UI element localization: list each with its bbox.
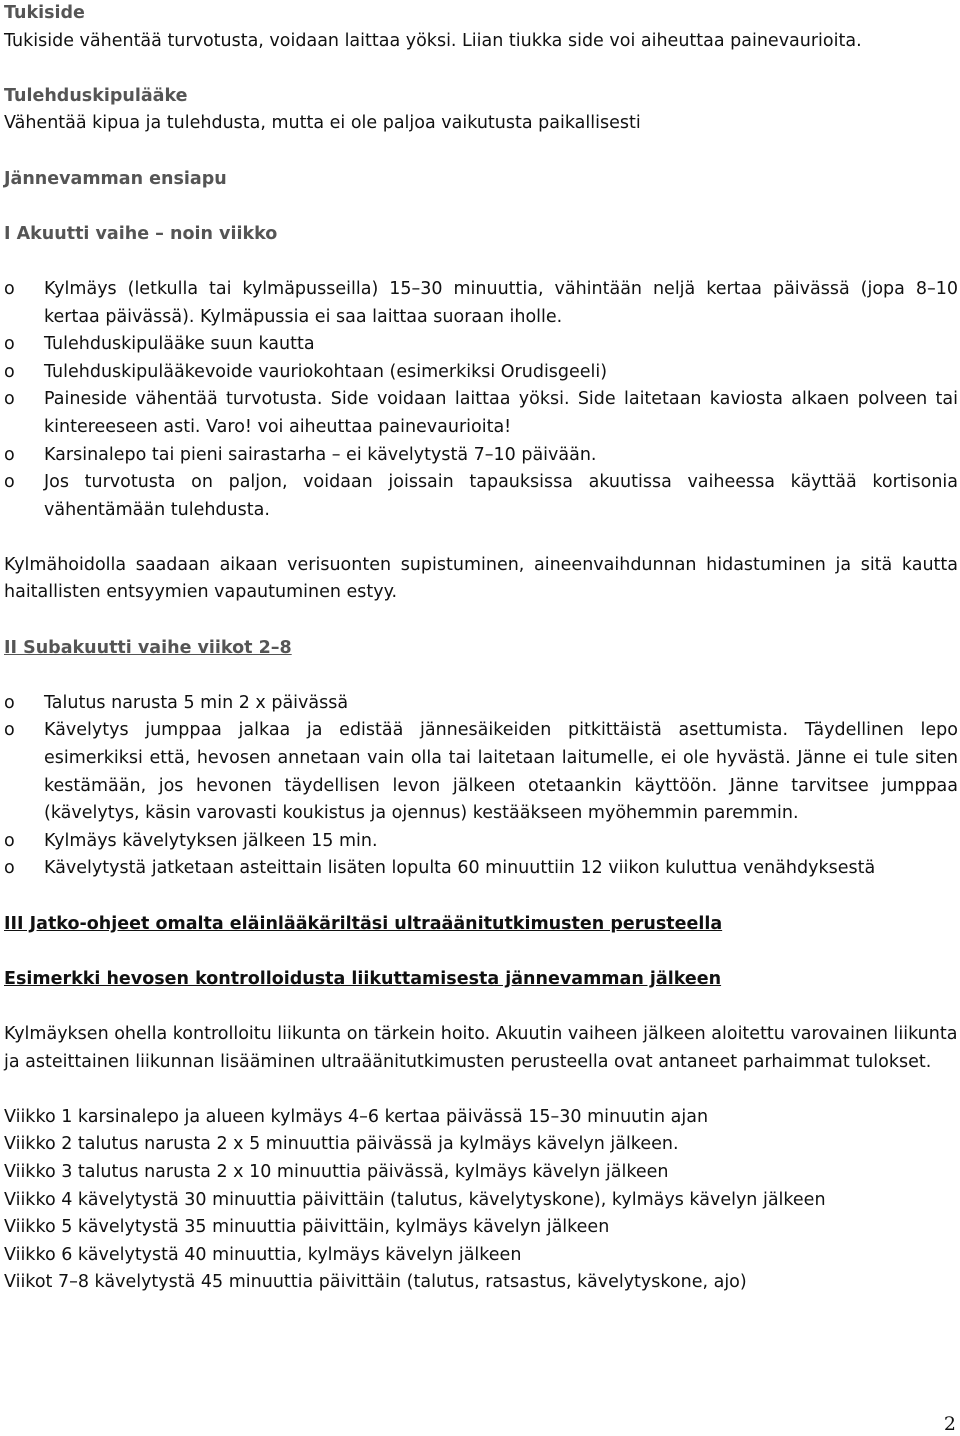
bullet-marker: o xyxy=(4,830,15,851)
bullet-marker: o xyxy=(4,472,15,493)
heading-phase3: III Jatko-ohjeet omalta eläinlääkäriltäsi ultraäänitutkimusten perusteella xyxy=(4,913,723,934)
list-item-text: Tulehduskipulääkevoide vauriokohtaan (esimerkiksi Orudisgeeli) xyxy=(44,361,608,382)
spacer xyxy=(4,993,958,1021)
list-item-text: Talutus narusta 5 min 2 x päivässä xyxy=(44,692,349,713)
list-item xyxy=(4,855,958,883)
schedule-line: Viikot 7–8 kävelytystä 45 minuuttia päivittäin (talutus, ratsastus, kävelytyskone, ajo) xyxy=(4,1272,747,1293)
list-item-text: Kävelytys jumppaa jalkaa ja edistää jännesäikeiden pitkittäistä asettumista. Täydellinen lepo esimerkiksi että, hevosen annetaan vain olla tai laitetaan laitumelle, ei ole hyvästä. Jänne ei tule siten kestämään, jos hevonen täydellisen levon jälkeen otetaankin käyttöön. Jänne tarvitsee jumppaa (kävelytys, käsin varovasti koukistus ja ojennus) kestääkseen myöhemmin paremmin. xyxy=(44,720,958,824)
list-item xyxy=(4,331,958,359)
list-item xyxy=(4,828,958,856)
text-tukiside: Tukiside vähentää turvotusta, voidaan laittaa yöksi. Liian tiukka side voi aiheuttaa painevaurioita. xyxy=(4,30,862,51)
text-tulehduskipulaake: Vähentää kipua ja tulehdusta, mutta ei ole paljoa vaikutusta paikallisesti xyxy=(4,113,641,134)
spacer xyxy=(4,883,958,911)
list-item-text: Paineside vähentää turvotusta. Side voidaan laittaa yöksi. Side laitetaan kaviosta alkaen polveen tai kintereeseen asti. Varo! voi aiheuttaa painevaurioita! xyxy=(44,389,958,437)
spacer xyxy=(4,607,958,635)
schedule-line: Viikko 6 kävelytystä 40 minuuttia, kylmäys kävelyn jälkeen xyxy=(4,1244,522,1265)
schedule-line: Viikko 2 talutus narusta 2 x 5 minuuttia päivässä ja kylmäys kävelyn jälkeen. xyxy=(4,1134,679,1155)
schedule-line: Viikko 3 talutus narusta 2 x 10 minuuttia päivässä, kylmäys kävelyn jälkeen xyxy=(4,1161,669,1182)
list-item-text: Karsinalepo tai pieni sairastarha – ei kävelytystä 7–10 päivään. xyxy=(44,444,597,465)
spacer xyxy=(4,248,958,276)
page-number: 2 xyxy=(943,1413,956,1435)
list-item xyxy=(4,386,958,441)
bullet-marker: o xyxy=(4,361,15,382)
heading-phase2: II Subakuutti vaihe viikot 2–8 xyxy=(4,637,292,658)
section-tukiside xyxy=(4,0,958,55)
heading-example: Esimerkki hevosen kontrolloidusta liikuttamisesta jännevamman jälkeen xyxy=(4,968,722,989)
spacer xyxy=(4,55,958,83)
list-item-text: Tulehduskipulääke suun kautta xyxy=(44,334,315,355)
bullet-marker: o xyxy=(4,858,15,879)
heading-jannevamma: Jännevamman ensiapu xyxy=(4,168,227,189)
spacer xyxy=(4,193,958,221)
spacer xyxy=(4,138,958,166)
section-phase2 xyxy=(4,635,958,883)
list-item-text: Kylmäys kävelytyksen jälkeen 15 min. xyxy=(44,830,378,851)
section-tulehduskipulaake xyxy=(4,83,958,138)
bullet-marker: o xyxy=(4,720,15,741)
phase2-list xyxy=(4,690,958,883)
list-item xyxy=(4,469,958,524)
heading-tukiside: Tukiside xyxy=(4,3,85,23)
bullet-marker: o xyxy=(4,334,15,355)
schedule-line: Viikko 4 kävelytystä 30 minuuttia päivittäin (talutus, kävelytyskone), kylmäys kävelyn jälkeen xyxy=(4,1189,826,1210)
weekly-schedule xyxy=(4,1104,958,1297)
bullet-marker: o xyxy=(4,444,15,465)
list-item-text: Kävelytystä jatketaan asteittain lisäten lopulta 60 minuuttiin 12 viikon kuluttua venähdyksestä xyxy=(44,858,876,879)
bullet-marker: o xyxy=(4,692,15,713)
list-item xyxy=(4,276,958,331)
spacer xyxy=(4,662,958,690)
heading-phase1: I Akuutti vaihe – noin viikko xyxy=(4,223,278,244)
bullet-marker: o xyxy=(4,389,15,410)
phase1-list xyxy=(4,276,958,524)
list-item-text: Kylmäys (letkulla tai kylmäpusseilla) 15–30 minuuttia, vähintään neljä kertaa päivässä (jopa 8–10 kertaa päivässä). Kylmäpussia ei saa laittaa suoraan iholle. xyxy=(44,278,958,327)
list-item xyxy=(4,690,958,718)
spacer xyxy=(4,938,958,966)
section-example xyxy=(4,966,958,1297)
heading-tulehduskipulaake: Tulehduskipulääke xyxy=(4,85,188,106)
schedule-line: Viikko 1 karsinalepo ja alueen kylmäys 4–6 kertaa päivässä 15–30 minuutin ajan xyxy=(4,1106,709,1127)
document-page xyxy=(4,0,958,1297)
schedule-line: Viikko 5 kävelytystä 35 minuuttia päivittäin, kylmäys kävelyn jälkeen xyxy=(4,1217,610,1238)
list-item xyxy=(4,717,958,827)
bullet-marker: o xyxy=(4,278,15,299)
list-item-text: Jos turvotusta on paljon, voidaan joissain tapauksissa akuutissa vaiheessa käyttää kortisonia vähentämään tulehdusta. xyxy=(44,472,958,520)
spacer xyxy=(4,524,958,552)
phase1-paragraph: Kylmähoidolla saadaan aikaan verisuonten supistuminen, aineenvaihdunnan hidastuminen ja sitä kautta haitallisten entsyymien vapautuminen estyy. xyxy=(4,554,958,603)
example-paragraph: Kylmäyksen ohella kontrolloitu liikunta on tärkein hoito. Akuutin vaiheen jälkeen aloitettu varovainen liikunta ja asteittainen liikunnan lisääminen ultraäänitutkimusten perusteella ovat antaneet parhaimmat tulokset. xyxy=(4,1023,958,1072)
list-item xyxy=(4,442,958,470)
section-phase1 xyxy=(4,221,958,607)
spacer xyxy=(4,1076,958,1104)
list-item xyxy=(4,359,958,387)
